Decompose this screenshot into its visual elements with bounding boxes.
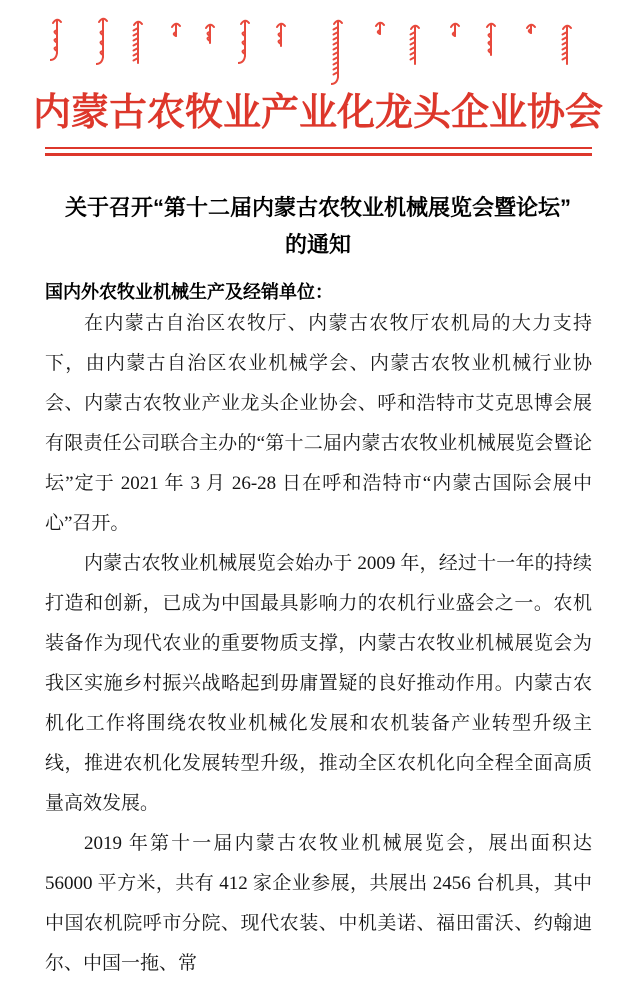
notice-title: [0, 189, 636, 263]
mongolian-word-icon: [373, 21, 387, 44]
mongolian-word-icon: [96, 17, 110, 67]
paragraph-2019-stats: 2019 年第十一届内蒙古农牧业机械展览会，展出面积达 56000 平方米，共有 412 家企业参展，共展出 2456 台机具，其中中国农机院呼市分院、现代农装、中机美诺、福田雷沃、约翰迪尔、中国一拖、常: [45, 833, 592, 974]
mongolian-word-icon: [484, 22, 498, 65]
salutation-line: 国内外农牧业机械生产及经销单位：: [45, 282, 333, 302]
mongolian-script-row: [0, 0, 636, 80]
paragraph-organizers: 在内蒙古自治区农牧厅、内蒙古农牧厅农机局的大力支持下，由内蒙古自治区农业机械学会、内蒙古农牧业机械行业协会、内蒙古农牧业产业龙头企业协会、呼和浩特市艾克思博会展有限责任公司联合主办的“第十二届内蒙古农牧业机械展览会暨论坛”定于 2021 年 3 月 26-28 日在呼和浩特市“内蒙古国际会展中心”召开。: [45, 313, 592, 534]
notice-title-line2: 的通知: [284, 232, 351, 257]
letterhead-divider: [45, 147, 592, 156]
mongolian-word-icon: [408, 24, 422, 74]
mongolian-word-icon: [274, 22, 288, 56]
mongolian-word-icon: [238, 19, 252, 66]
org-title: 内蒙古农牧业产业化龙头企业协会: [32, 92, 603, 134]
mongolian-word-icon: [448, 22, 462, 46]
notice-body: [0, 280, 636, 984]
mongolian-word-icon: [203, 23, 217, 53]
mongolian-word-icon: [131, 20, 145, 73]
mongolian-word-icon: [524, 23, 538, 43]
notice-title-line1: 关于召开“第十二届内蒙古农牧业机械展览会暨论坛”: [64, 195, 571, 220]
mongolian-word-icon: [169, 22, 183, 46]
mongolian-word-icon: [331, 19, 345, 87]
paragraph-history: 内蒙古农牧业机械展览会始办于 2009 年，经过十一年的持续打造和创新，已成为中国最具影响力的农机行业盛会之一。农机装备作为现代农业的重要物质支撑，内蒙古农牧业机械展览会为我区实施乡村振兴战略起到毋庸置疑的良好推动作用。内蒙古农机化工作将围绕农牧业机械化发展和农机装备产业转型升级主线，推进农机化发展转型升级，推动全区农机化向全程全面高质量高效发展。: [45, 553, 592, 814]
mongolian-word-icon: [50, 18, 64, 63]
mongolian-word-icon: [560, 24, 574, 74]
